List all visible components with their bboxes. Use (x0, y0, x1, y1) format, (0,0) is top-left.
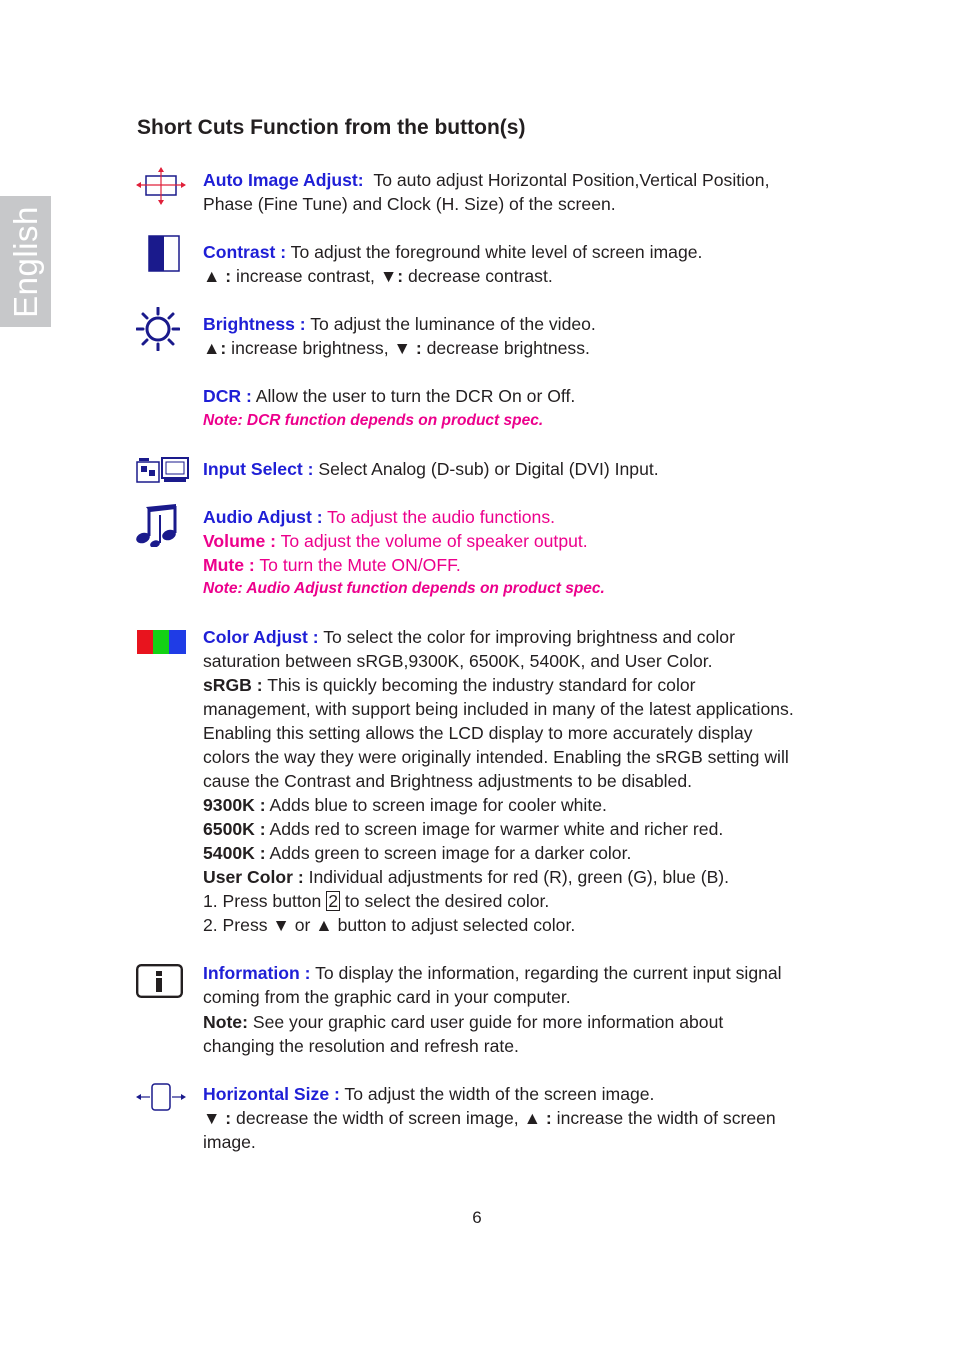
input-select-label: Input Select : (203, 459, 314, 479)
auto-adjust-text-2: Phase (Fine Tune) and Clock (H. Size) of the screen. (203, 194, 616, 214)
volume-label: Volume : (203, 531, 276, 551)
step-1-text-2: to select the desired color. (340, 891, 550, 911)
contrast-increase-colon: : (220, 266, 232, 286)
up-arrow-icon: ▲ (315, 915, 333, 935)
information-text: To display the information, regarding the current input signal (310, 963, 782, 983)
hsize-decrease-colon: : (220, 1108, 232, 1128)
brightness-text: To adjust the luminance of the video. (305, 314, 596, 334)
srgb-text-4: colors the way they were originally intended. Enabling the sRGB setting will (203, 747, 789, 767)
brightness-decrease-text: decrease brightness. (421, 338, 590, 358)
information-label: Information : (203, 963, 311, 983)
language-side-tab (0, 196, 51, 327)
page-heading: Short Cuts Function from the button(s) (137, 116, 526, 139)
dcr-text: Allow the user to turn the DCR On or Off. (251, 386, 576, 406)
hsize-increase-colon: : (541, 1108, 552, 1128)
mute-label: Mute : (203, 555, 255, 575)
srgb-text: This is quickly becoming the industry standard for color (262, 675, 696, 695)
up-arrow-icon: ▲ (523, 1108, 542, 1128)
page-number: 6 (472, 1208, 482, 1227)
up-arrow-icon: ▲ (203, 338, 221, 358)
language-side-tab-label: English (6, 205, 44, 318)
6500k-text: Adds red to screen image for warmer white and richer red. (265, 819, 724, 839)
contrast-decrease-text: decrease contrast. (403, 266, 553, 286)
step-1-text: 1. Press button (203, 891, 327, 911)
information-text-2: coming from the graphic card in your computer. (203, 987, 571, 1007)
brightness-decrease-colon: : (410, 338, 422, 358)
horizontal-size-icon (136, 1082, 186, 1112)
horizontal-size-text: To adjust the width of the screen image. (339, 1084, 655, 1104)
contrast-decrease-colon: : (397, 266, 404, 286)
9300k-label: 9300K : (203, 795, 266, 815)
6500k-label: 6500K : (203, 819, 266, 839)
horizontal-size-label: Horizontal Size : (203, 1084, 340, 1104)
contrast-increase-text: increase contrast, (231, 266, 380, 286)
volume-text: To adjust the volume of speaker output. (276, 531, 588, 551)
9300k-text: Adds blue to screen image for cooler white. (265, 795, 607, 815)
step-2-text-2: button to adjust selected color. (332, 915, 576, 935)
up-arrow-icon: ▲ (203, 266, 221, 286)
hsize-increase-text: increase the width of screen (551, 1108, 776, 1128)
srgb-text-3: Enabling this setting allows the LCD display to more accurately display (203, 723, 753, 743)
contrast-text: To adjust the foreground white level of screen image. (286, 242, 703, 262)
color-adjust-icon (137, 630, 187, 654)
color-adjust-label: Color Adjust : (203, 627, 319, 647)
info-icon (136, 964, 183, 998)
music-note-icon (136, 503, 184, 547)
down-arrow-icon: ▼ (272, 915, 290, 935)
down-arrow-icon: ▼ (203, 1108, 221, 1128)
5400k-label: 5400K : (203, 843, 266, 863)
horizontal-size-text-3: image. (203, 1132, 256, 1152)
srgb-label: sRGB : (203, 675, 263, 695)
information-note-label: Note: (203, 1012, 248, 1032)
user-color-text: Individual adjustments for red (R), green (G), blue (B). (303, 867, 730, 887)
mute-text: To turn the Mute ON/OFF. (254, 555, 461, 575)
contrast-icon (148, 235, 180, 272)
step-2-text: 2. Press (203, 915, 273, 935)
srgb-text-5: cause the Contrast and Brightness adjustments to be disabled. (203, 771, 693, 791)
auto-adjust-text: To auto adjust Horizontal Position,Vertical Position, (373, 170, 770, 190)
contrast-label: Contrast : (203, 242, 287, 262)
audio-adjust-label: Audio Adjust : (203, 507, 323, 527)
audio-adjust-text: To adjust the audio functions. (322, 507, 556, 527)
dcr-label: DCR : (203, 386, 252, 406)
down-arrow-icon: ▼ (393, 338, 411, 358)
auto-adjust-label: Auto Image Adjust: (203, 170, 364, 190)
color-adjust-text: To select the color for improving brightness and color (318, 627, 735, 647)
brightness-increase-text: increase brightness, (226, 338, 394, 358)
step-2-or: or (289, 915, 316, 935)
information-note-text: See your graphic card user guide for more information about (247, 1012, 724, 1032)
audio-note: Note: Audio Adjust function depends on product spec. (203, 580, 605, 597)
brightness-label: Brightness : (203, 314, 306, 334)
color-adjust-text-2: saturation between sRGB,9300K, 6500K, 5400K, and User Color. (203, 651, 713, 671)
input-select-text: Select Analog (D-sub) or Digital (DVI) Input. (313, 459, 659, 479)
dcr-note: Note: DCR function depends on product spec. (203, 412, 544, 429)
auto-adjust-icon (136, 167, 186, 205)
hsize-decrease-text: decrease the width of screen image, (231, 1108, 524, 1128)
brightness-increase-colon: : (220, 338, 227, 358)
button-2-glyph: 2 (328, 891, 339, 911)
srgb-text-2: management, with support being included in many of the latest applications. (203, 699, 794, 719)
user-color-label: User Color : (203, 867, 304, 887)
information-note-text-2: changing the resolution and refresh rate. (203, 1036, 519, 1056)
5400k-text: Adds green to screen image for a darker color. (265, 843, 632, 863)
brightness-icon (136, 307, 180, 351)
down-arrow-icon: ▼ (379, 266, 398, 286)
input-select-icon (136, 456, 190, 484)
